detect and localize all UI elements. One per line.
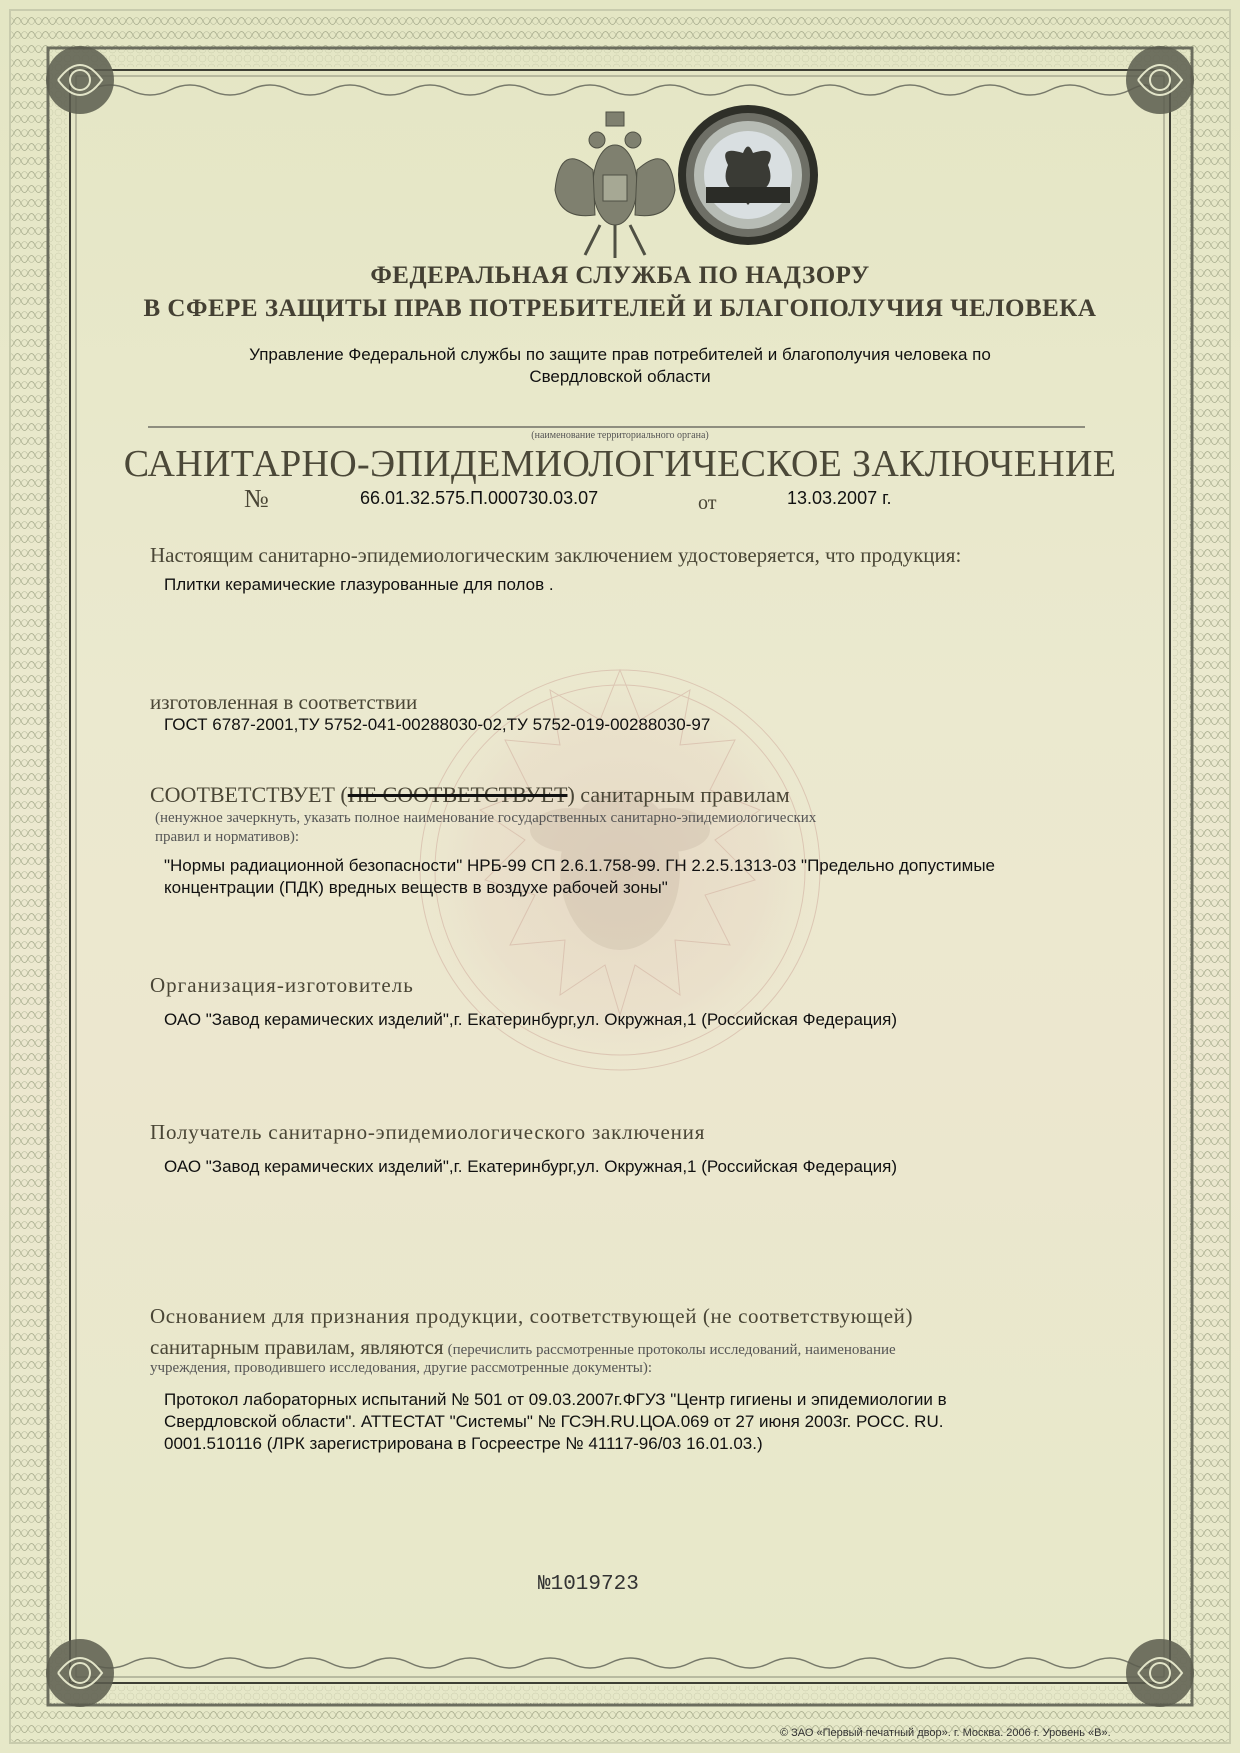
- manufacturer-value: ОАО "Завод керамических изделий",г. Екатеринбург,ул. Окружная,1 (Российская Федерация): [164, 1010, 898, 1029]
- double-headed-eagle-emblem-icon: [555, 112, 675, 258]
- form-serial-number: №1019723: [538, 1573, 639, 1596]
- basis-label-line-1: Основанием для признания продукции, соответствующей (не соответствующей): [150, 1304, 914, 1328]
- basis-value-line-3: 0001.510116 (ЛРК зарегистрирована в Госреестре № 41117-96/03 16.01.03.): [164, 1434, 763, 1453]
- printer-footer: © ЗАО «Первый печатный двор». г. Москва. 2006 г. Уровень «В».: [780, 1727, 1111, 1739]
- basis-label-note: (перечислить рассмотренные протоколы исследований, наименование: [447, 1342, 896, 1358]
- standards-value: ГОСТ 6787-2001,ТУ 5752-041-00288030-02,ТУ 5752-019-00288030-97: [164, 715, 711, 734]
- product-value: Плитки керамические глазурованные для полов .: [164, 575, 554, 594]
- basis-label-main: санитарным правилам, являются: [150, 1335, 444, 1359]
- agency-title-line-2: В СФЕРЕ ЗАЩИТЫ ПРАВ ПОТРЕБИТЕЛЕЙ И БЛАГОПОЛУЧИЯ ЧЕЛОВЕКА: [143, 295, 1097, 322]
- compliance-note-line-1: (ненужное зачеркнуть, указать полное наименование государственных санитарно-эпидемиологических: [155, 810, 817, 826]
- compliance-value-line-1: "Нормы радиационной безопасности" НРБ-99 СП 2.6.1.758-99. ГН 2.2.5.1313-03 "Предельно допустимые: [164, 856, 996, 875]
- compliance-paren-close: ): [567, 782, 575, 807]
- territorial-body-line-2: Свердловской области: [529, 367, 711, 386]
- compliance-line: [150, 782, 790, 808]
- date-label: от: [698, 492, 717, 514]
- compliance-sanitary-rules: санитарным правилам: [580, 782, 790, 807]
- compliance-note-line-2: правил и нормативов):: [155, 829, 300, 845]
- basis-label-line-3: учреждения, проводившего исследования, другие рассмотренные документы):: [150, 1360, 652, 1376]
- compliance-value-line-2: концентрации (ПДК) вредных веществ в воздухе рабочей зоны": [164, 878, 668, 897]
- product-label: Настоящим санитарно-эпидемиологическим заключением удостоверяется, что продукция:: [150, 543, 962, 567]
- compliance-not-complies-struck: НЕ СООТВЕТСТВУЕТ: [347, 782, 568, 807]
- recipient-label: Получатель санитарно-эпидемиологического заключения: [150, 1120, 706, 1144]
- manufacturer-label: Организация-изготовитель: [150, 973, 414, 997]
- compliance-paren-open: (: [340, 782, 348, 807]
- hologram-seal-icon: [678, 105, 818, 245]
- agency-title-line-1: ФЕДЕРАЛЬНАЯ СЛУЖБА ПО НАДЗОРУ: [370, 262, 870, 289]
- document-title: САНИТАРНО-ЭПИДЕМИОЛОГИЧЕСКОЕ ЗАКЛЮЧЕНИЕ: [123, 443, 1117, 485]
- basis-value-line-1: Протокол лабораторных испытаний № 501 от 09.03.2007г.ФГУЗ "Центр гигиены и эпидемиологии в: [164, 1390, 947, 1409]
- certificate-number: 66.01.32.575.П.000730.03.07: [360, 488, 599, 508]
- recipient-value: ОАО "Завод керамических изделий",г. Екатеринбург,ул. Окружная,1 (Российская Федерация): [164, 1157, 898, 1176]
- basis-label-line-2: [150, 1335, 896, 1360]
- territorial-body-caption: (наименование территориального органа): [531, 430, 709, 441]
- territorial-body-line-1: Управление Федеральной службы по защите прав потребителей и благополучия человека по: [249, 345, 991, 364]
- number-label: №: [244, 484, 269, 513]
- compliance-complies: СООТВЕТСТВУЕТ: [150, 782, 335, 807]
- standards-label: изготовленная в соответствии: [150, 690, 418, 714]
- certificate-date: 13.03.2007 г.: [787, 488, 892, 508]
- basis-value-line-2: Свердловской области". АТТЕСТАТ "Системы" № ГСЭН.RU.ЦОА.069 от 27 июня 2003г. РОСС. RU.: [164, 1412, 944, 1431]
